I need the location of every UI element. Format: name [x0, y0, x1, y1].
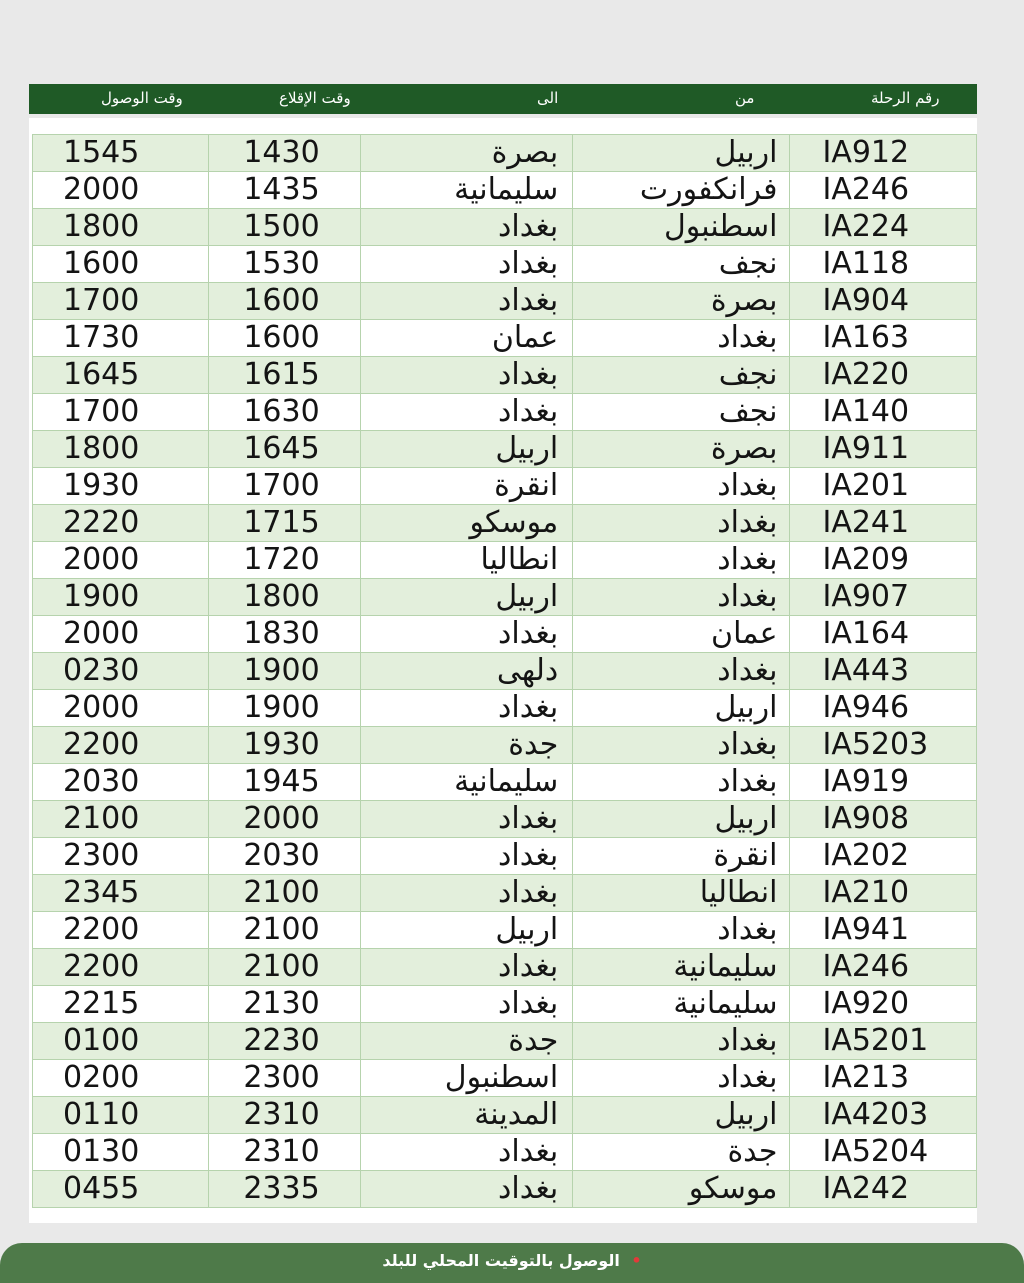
header-arrival-time: وقت الوصول — [101, 89, 183, 107]
destination-cell: بغداد — [360, 394, 572, 431]
table-row — [33, 505, 977, 542]
destination-cell: بغداد — [360, 801, 572, 838]
flight-number-cell: IA213 — [790, 1060, 977, 1097]
table-row — [33, 320, 977, 357]
arrival-time-cell: 2000 — [33, 690, 209, 727]
departure-time-cell: 1430 — [209, 135, 360, 172]
departure-time-cell: 1800 — [209, 579, 360, 616]
flight-number-cell: IA911 — [790, 431, 977, 468]
destination-cell: بغداد — [360, 357, 572, 394]
flight-number-cell: IA118 — [790, 246, 977, 283]
destination-cell: بغداد — [360, 209, 572, 246]
flight-number-cell: IA210 — [790, 875, 977, 912]
origin-cell: اربيل — [573, 690, 790, 727]
arrival-time-cell: 1645 — [33, 357, 209, 394]
flight-number-cell: IA904 — [790, 283, 977, 320]
departure-time-cell: 1435 — [209, 172, 360, 209]
arrival-time-cell: 0100 — [33, 1023, 209, 1060]
table-row — [33, 801, 977, 838]
flight-number-cell: IA946 — [790, 690, 977, 727]
arrival-time-cell: 0200 — [33, 1060, 209, 1097]
footer-note-text: الوصول بالتوقيت المحلي للبلد — [382, 1251, 620, 1270]
destination-cell: جدة — [360, 1023, 572, 1060]
departure-time-cell: 1500 — [209, 209, 360, 246]
arrival-time-cell: 0130 — [33, 1134, 209, 1171]
departure-time-cell: 2335 — [209, 1171, 360, 1208]
table-row — [33, 1097, 977, 1134]
flight-number-cell: IA443 — [790, 653, 977, 690]
flight-number-cell: IA246 — [790, 949, 977, 986]
flight-number-cell: IA202 — [790, 838, 977, 875]
table-row — [33, 542, 977, 579]
header-from: من — [735, 89, 755, 107]
table-row — [33, 579, 977, 616]
arrival-time-cell: 0110 — [33, 1097, 209, 1134]
departure-time-cell: 2230 — [209, 1023, 360, 1060]
flight-number-cell: IA5203 — [790, 727, 977, 764]
table-row — [33, 1171, 977, 1208]
destination-cell: موسكو — [360, 505, 572, 542]
flight-number-cell: IA5204 — [790, 1134, 977, 1171]
table-row — [33, 690, 977, 727]
destination-cell: اربيل — [360, 431, 572, 468]
origin-cell: اربيل — [573, 801, 790, 838]
origin-cell: اربيل — [573, 135, 790, 172]
destination-cell: انطاليا — [360, 542, 572, 579]
origin-cell: بغداد — [573, 320, 790, 357]
origin-cell: جدة — [573, 1134, 790, 1171]
arrival-time-cell: 2030 — [33, 764, 209, 801]
arrival-time-cell: 2000 — [33, 172, 209, 209]
departure-time-cell: 1900 — [209, 690, 360, 727]
departure-time-cell: 1830 — [209, 616, 360, 653]
destination-cell: بغداد — [360, 949, 572, 986]
table-header — [29, 84, 977, 114]
arrival-time-cell: 1700 — [33, 283, 209, 320]
flight-number-cell: IA164 — [790, 616, 977, 653]
header-to: الى — [537, 89, 559, 107]
arrival-time-cell: 2200 — [33, 912, 209, 949]
flight-number-cell: IA919 — [790, 764, 977, 801]
arrival-time-cell: 2000 — [33, 542, 209, 579]
destination-cell: بغداد — [360, 1171, 572, 1208]
schedule-panel — [29, 118, 977, 1223]
departure-time-cell: 2100 — [209, 912, 360, 949]
origin-cell: بغداد — [573, 579, 790, 616]
table-row — [33, 357, 977, 394]
table-row — [33, 135, 977, 172]
arrival-time-cell: 2100 — [33, 801, 209, 838]
bullet-icon: • — [631, 1251, 642, 1270]
departure-time-cell: 1645 — [209, 431, 360, 468]
table-row — [33, 912, 977, 949]
flight-number-cell: IA242 — [790, 1171, 977, 1208]
departure-time-cell: 2030 — [209, 838, 360, 875]
departure-time-cell: 1630 — [209, 394, 360, 431]
destination-cell: بغداد — [360, 246, 572, 283]
origin-cell: انقرة — [573, 838, 790, 875]
footer-note — [0, 1251, 1024, 1270]
table-row — [33, 246, 977, 283]
arrival-time-cell: 1800 — [33, 431, 209, 468]
flight-number-cell: IA912 — [790, 135, 977, 172]
origin-cell: بغداد — [573, 468, 790, 505]
flight-number-cell: IA140 — [790, 394, 977, 431]
table-row — [33, 949, 977, 986]
origin-cell: اسطنبول — [573, 209, 790, 246]
table-row — [33, 986, 977, 1023]
table-row — [33, 431, 977, 468]
arrival-time-cell: 2200 — [33, 949, 209, 986]
origin-cell: بغداد — [573, 653, 790, 690]
origin-cell: عمان — [573, 616, 790, 653]
destination-cell: بغداد — [360, 283, 572, 320]
departure-time-cell: 1600 — [209, 283, 360, 320]
table-row — [33, 653, 977, 690]
origin-cell: بغداد — [573, 727, 790, 764]
departure-time-cell: 2310 — [209, 1134, 360, 1171]
arrival-time-cell: 0230 — [33, 653, 209, 690]
destination-cell: اربيل — [360, 579, 572, 616]
arrival-time-cell: 0455 — [33, 1171, 209, 1208]
table-row — [33, 1134, 977, 1171]
arrival-time-cell: 2300 — [33, 838, 209, 875]
arrival-time-cell: 2220 — [33, 505, 209, 542]
flight-number-cell: IA941 — [790, 912, 977, 949]
departure-time-cell: 1715 — [209, 505, 360, 542]
destination-cell: بغداد — [360, 616, 572, 653]
table-row — [33, 1060, 977, 1097]
table-row — [33, 468, 977, 505]
flight-number-cell: IA241 — [790, 505, 977, 542]
flight-number-cell: IA246 — [790, 172, 977, 209]
destination-cell: بغداد — [360, 1134, 572, 1171]
arrival-time-cell: 2200 — [33, 727, 209, 764]
flight-number-cell: IA220 — [790, 357, 977, 394]
destination-cell: بصرة — [360, 135, 572, 172]
destination-cell: بغداد — [360, 986, 572, 1023]
arrival-time-cell: 1930 — [33, 468, 209, 505]
origin-cell: بغداد — [573, 1060, 790, 1097]
origin-cell: فرانكفورت — [573, 172, 790, 209]
origin-cell: بصرة — [573, 283, 790, 320]
origin-cell: سليمانية — [573, 986, 790, 1023]
destination-cell: سليمانية — [360, 764, 572, 801]
table-row — [33, 209, 977, 246]
departure-time-cell: 2100 — [209, 875, 360, 912]
destination-cell: بغداد — [360, 838, 572, 875]
origin-cell: بغداد — [573, 1023, 790, 1060]
origin-cell: بغداد — [573, 542, 790, 579]
table-row — [33, 727, 977, 764]
origin-cell: بغداد — [573, 912, 790, 949]
flight-number-cell: IA5201 — [790, 1023, 977, 1060]
table-row — [33, 838, 977, 875]
table-row — [33, 283, 977, 320]
table-row — [33, 875, 977, 912]
origin-cell: انطاليا — [573, 875, 790, 912]
departure-time-cell: 1700 — [209, 468, 360, 505]
origin-cell: نجف — [573, 246, 790, 283]
flight-number-cell: IA908 — [790, 801, 977, 838]
arrival-time-cell: 2215 — [33, 986, 209, 1023]
departure-time-cell: 2130 — [209, 986, 360, 1023]
departure-time-cell: 1530 — [209, 246, 360, 283]
departure-time-cell: 1615 — [209, 357, 360, 394]
origin-cell: بغداد — [573, 505, 790, 542]
destination-cell: اسطنبول — [360, 1060, 572, 1097]
destination-cell: دلهى — [360, 653, 572, 690]
flight-number-cell: IA163 — [790, 320, 977, 357]
departure-time-cell: 1600 — [209, 320, 360, 357]
header-departure-time: وقت الإقلاع — [279, 89, 351, 107]
destination-cell: بغداد — [360, 690, 572, 727]
origin-cell: بصرة — [573, 431, 790, 468]
flight-number-cell: IA4203 — [790, 1097, 977, 1134]
destination-cell: سليمانية — [360, 172, 572, 209]
arrival-time-cell: 1600 — [33, 246, 209, 283]
header-flight-number: رقم الرحلة — [871, 89, 940, 107]
origin-cell: بغداد — [573, 764, 790, 801]
arrival-time-cell: 1800 — [33, 209, 209, 246]
origin-cell: نجف — [573, 357, 790, 394]
footer-bar — [0, 1243, 1024, 1283]
arrival-time-cell: 1545 — [33, 135, 209, 172]
origin-cell: سليمانية — [573, 949, 790, 986]
departure-time-cell: 2000 — [209, 801, 360, 838]
destination-cell: بغداد — [360, 875, 572, 912]
departure-time-cell: 2300 — [209, 1060, 360, 1097]
destination-cell: جدة — [360, 727, 572, 764]
destination-cell: المدينة — [360, 1097, 572, 1134]
destination-cell: اربيل — [360, 912, 572, 949]
arrival-time-cell: 2345 — [33, 875, 209, 912]
flight-number-cell: IA920 — [790, 986, 977, 1023]
departure-time-cell: 1720 — [209, 542, 360, 579]
arrival-time-cell: 1730 — [33, 320, 209, 357]
origin-cell: موسكو — [573, 1171, 790, 1208]
origin-cell: نجف — [573, 394, 790, 431]
destination-cell: عمان — [360, 320, 572, 357]
arrival-time-cell: 1900 — [33, 579, 209, 616]
table-row — [33, 764, 977, 801]
arrival-time-cell: 1700 — [33, 394, 209, 431]
table-row — [33, 394, 977, 431]
table-row — [33, 172, 977, 209]
destination-cell: انقرة — [360, 468, 572, 505]
flight-number-cell: IA224 — [790, 209, 977, 246]
arrival-time-cell: 2000 — [33, 616, 209, 653]
flight-number-cell: IA209 — [790, 542, 977, 579]
flight-number-cell: IA907 — [790, 579, 977, 616]
departure-time-cell: 1930 — [209, 727, 360, 764]
table-row — [33, 1023, 977, 1060]
departure-time-cell: 1945 — [209, 764, 360, 801]
table-row — [33, 616, 977, 653]
departure-time-cell: 2100 — [209, 949, 360, 986]
departure-time-cell: 2310 — [209, 1097, 360, 1134]
flight-number-cell: IA201 — [790, 468, 977, 505]
flight-schedule-table — [32, 134, 977, 1208]
departure-time-cell: 1900 — [209, 653, 360, 690]
origin-cell: اربيل — [573, 1097, 790, 1134]
